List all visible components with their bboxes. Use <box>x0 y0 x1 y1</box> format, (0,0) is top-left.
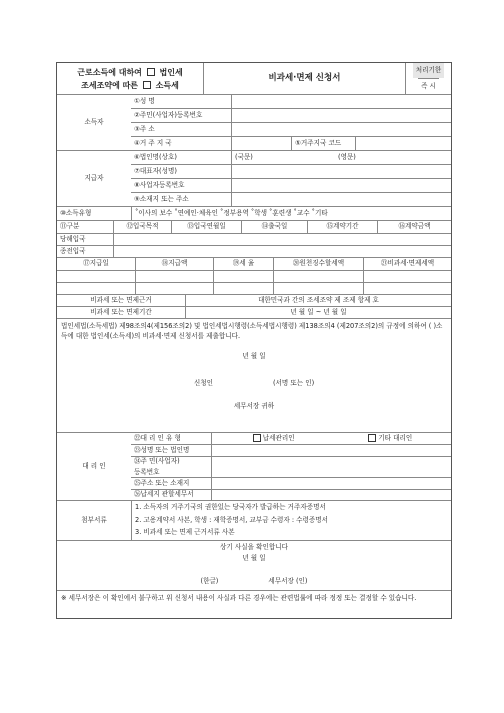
payment-cell[interactable] <box>213 283 273 294</box>
earner-name-field[interactable] <box>231 95 451 108</box>
payer-address-field[interactable] <box>231 193 451 206</box>
payer-rep-field[interactable] <box>231 165 451 178</box>
statement-text: 법인세법(소득세법) 제98조의4(제156조의2) 및 법인세법시행령(소득세법시행령) 제138조의4 (제207조의2)의 규정에 의하여 ( )소득에 대한 법인세(소득세)의 비과세·면제 신청서를 제출합니다. <box>61 322 443 340</box>
income-type-row <box>57 206 451 220</box>
payment-header-row <box>57 257 451 270</box>
earner-section <box>57 94 451 150</box>
entry-row-field[interactable] <box>113 234 451 245</box>
entry-row-current <box>57 233 451 245</box>
checkbox-other-agent[interactable] <box>368 434 376 442</box>
payer-rep-label: ⑦대표자(성명) <box>134 166 177 175</box>
earner-label: 소득자 <box>84 117 104 126</box>
agent-address-field[interactable] <box>211 478 451 488</box>
payment-col-exempt: ㉑비과세·면제세액 <box>363 258 451 270</box>
earner-id-label: ②주민(사업자)등록번호 <box>134 110 203 119</box>
income-type-options[interactable]: ˚이사의 보수 ˚연예인·체육인 ˚정부용역 ˚학생 ˚훈련생 ˚교수 ˚기타 <box>131 207 451 220</box>
application-form <box>56 62 452 619</box>
agent-id-label-line2: 등록번호 <box>134 467 160 476</box>
payment-cell[interactable] <box>273 283 363 294</box>
earner-name-label: ①성 명 <box>134 96 155 105</box>
basis-label: 비과세 또는 면제근거 <box>90 295 152 304</box>
payment-cell[interactable] <box>57 271 135 282</box>
period-label: 처리기한 <box>415 65 442 74</box>
basis-text[interactable]: 대한민국과 간의 조세조약 제 조제 항제 호 <box>185 295 451 306</box>
payment-cell[interactable] <box>363 283 451 294</box>
income-type-label: ⑩소득유형 <box>60 208 92 217</box>
processing-period <box>405 63 451 94</box>
earner-address-field[interactable] <box>231 123 451 136</box>
payment-cell[interactable] <box>363 271 451 282</box>
entry-col-period: ⑮계약기간 <box>307 221 377 233</box>
payer-company-korean[interactable]: (국문) <box>231 151 335 164</box>
footnote-text: ※ 세무서장은 이 확인에서 불구하고 위 신청서 내용이 사실과 다른 경우에는 관련법률에 따라 정정 또는 결정할 수 있습니다. <box>61 594 417 602</box>
agent-opt-other: 기타 대리인 <box>378 434 413 443</box>
attachments-list <box>131 501 451 540</box>
entry-col-purpose: ⑫입국목적 <box>113 221 171 233</box>
entry-col-date: ⑬입국연월일 <box>171 221 241 233</box>
payment-cell[interactable] <box>57 283 135 294</box>
agent-type-options <box>211 433 451 444</box>
earner-country-code-field[interactable] <box>355 137 451 150</box>
applicant-label: 신청인 <box>193 379 213 387</box>
agent-opt-tax-manager: 납세관리인 <box>262 434 295 443</box>
period-value: 즉 시 <box>421 81 436 90</box>
agent-name-label: ㉓성명 또는 법인명 <box>134 445 190 454</box>
title-line2-tax: 소득세 <box>155 80 179 90</box>
entry-row-field[interactable] <box>113 246 451 257</box>
agent-office-field[interactable] <box>211 490 451 500</box>
agent-section <box>57 432 451 500</box>
statement-date: 년 월 일 <box>242 352 266 360</box>
form-header <box>57 63 451 94</box>
payment-cell[interactable] <box>213 271 273 282</box>
attachments-label: 첨부서류 <box>81 515 107 524</box>
payer-section <box>57 150 451 206</box>
attachment-item: 1. 소득자의 거주기국의 권한있는 당국자가 발급하는 거주자증명서 <box>135 503 326 512</box>
agent-type-label: ㉒대 리 인 유 형 <box>134 433 181 442</box>
attachment-item: 2. 고용계약서 사본, 학생 : 재학증명서, 교부금 수령자 : 수령증명서 <box>135 515 329 524</box>
statement-block <box>57 318 451 432</box>
earner-address-label: ③주 소 <box>134 124 155 133</box>
payment-col-rate: ⑲세 율 <box>213 258 273 270</box>
checkbox-tax-manager[interactable] <box>253 434 261 442</box>
title-line1-tax: 법인세 <box>159 67 183 77</box>
confirm-date: 년 월 일 <box>242 554 266 562</box>
agent-label: 대 리 인 <box>82 461 106 470</box>
agent-id-label <box>131 457 211 478</box>
period-label: 비과세 또는 면제기간 <box>90 307 152 316</box>
payer-bizno-label: ⑧사업자등록번호 <box>134 180 185 189</box>
payment-cell[interactable] <box>273 271 363 282</box>
confirmation-block <box>57 540 451 590</box>
footnote-row <box>57 590 451 618</box>
checkbox-income-tax[interactable] <box>143 81 151 89</box>
basis-row <box>57 294 451 306</box>
signature-label[interactable]: (서명 또는 인) <box>272 379 315 387</box>
payment-col-date: ⑰지급일 <box>83 259 109 268</box>
payment-cell[interactable] <box>135 283 213 294</box>
confirm-chief: 세무서장 (인) <box>268 577 308 585</box>
entry-row-previous <box>57 245 451 257</box>
agent-address-label: ㉕주소 또는 소재지 <box>134 478 190 487</box>
attachments-section <box>57 500 451 540</box>
payment-row <box>57 270 451 282</box>
entry-col-amount: ⑯계약금액 <box>377 221 451 233</box>
earner-country-field[interactable] <box>231 137 291 150</box>
period-row <box>57 306 451 318</box>
title-line2: 조세조약에 따른 <box>81 80 139 90</box>
payer-company-label: ⑥법인명(상호) <box>134 152 177 161</box>
agent-id-field[interactable] <box>211 457 451 478</box>
agent-id-label-line1: ㉔주 민(사업자) <box>134 456 180 465</box>
earner-country-code-label: ⑤거주지국 코드 <box>291 137 355 150</box>
confirm-hangul: (한글) <box>200 577 219 585</box>
payment-col-withholding: ⑳원천징수할세액 <box>273 258 363 270</box>
payer-address-label: ⑨소재지 또는 주소 <box>134 194 189 203</box>
title-left <box>57 63 203 94</box>
earner-country-label: ④거 주 지 국 <box>134 138 172 147</box>
confirm-text: 상기 사실을 확인합니다 <box>220 543 288 551</box>
earner-id-field[interactable] <box>231 109 451 122</box>
agent-office-label: ㉖납세지 관할세무서 <box>134 489 194 498</box>
agent-name-field[interactable] <box>211 445 451 455</box>
entry-row-label: 당해입국 <box>60 234 86 243</box>
title-line1: 근로소득에 대하여 <box>77 67 142 77</box>
payer-bizno-field[interactable] <box>231 179 451 192</box>
payer-label: 지급자 <box>84 173 104 182</box>
payment-row <box>57 282 451 294</box>
payer-company-english[interactable]: (영문) <box>338 152 356 161</box>
attachment-item: 3. 비과세 또는 면제 근거서류 사본 <box>135 527 235 536</box>
payment-col-amount: ⑱지급액 <box>135 258 213 270</box>
form-title: 비과세·면제 신청서 <box>203 63 405 94</box>
entry-col-type: ⑪구분 <box>60 222 80 231</box>
period-text[interactable]: 년 월 일 ~ 년 월 일 <box>185 307 451 318</box>
payment-cell[interactable] <box>135 271 213 282</box>
tax-office-addressee: 세무서장 귀하 <box>233 402 275 410</box>
checkbox-corporate-tax[interactable] <box>147 68 155 76</box>
entry-row-label: 종전입국 <box>60 246 86 255</box>
entry-col-departure: ⑭출국일 <box>241 221 307 233</box>
entry-header-row <box>57 220 451 233</box>
